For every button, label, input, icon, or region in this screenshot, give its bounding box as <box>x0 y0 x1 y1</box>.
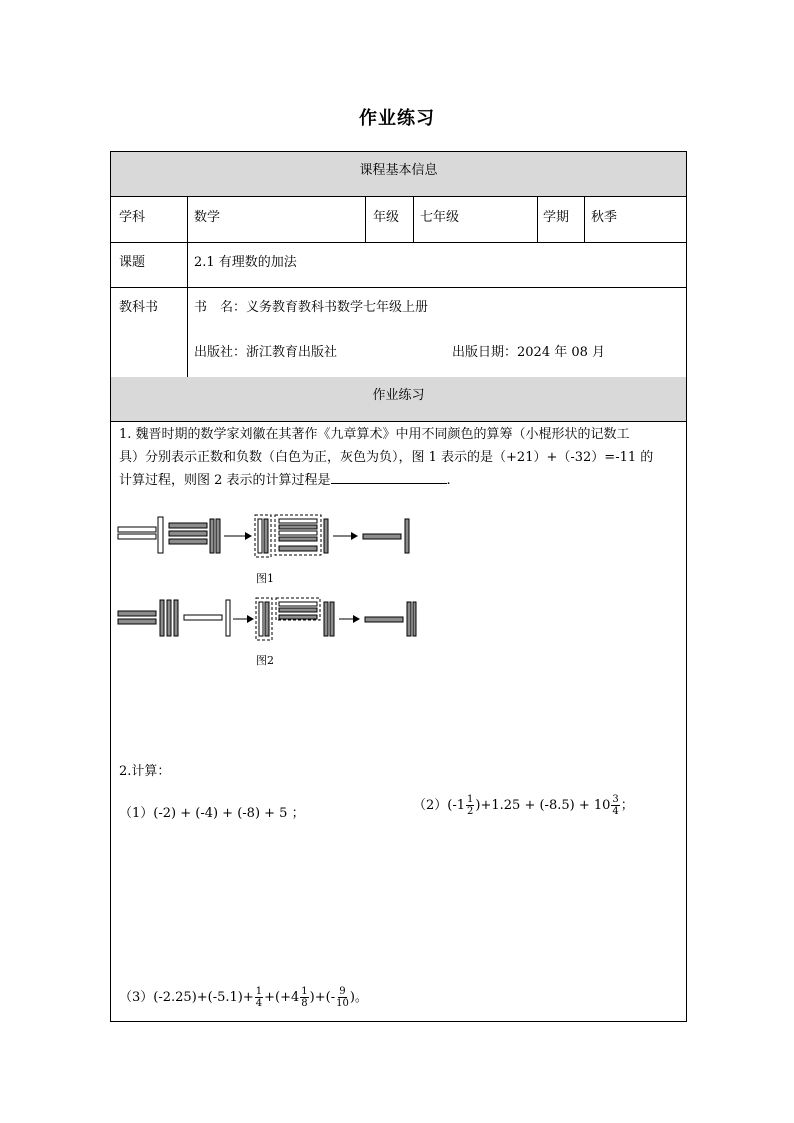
question-2: 2.计算： <box>119 764 171 779</box>
numerator: 3 <box>612 794 619 805</box>
exercise-header: 作业练习 <box>111 377 686 422</box>
row-divider <box>111 242 686 243</box>
book-name: 书 名：义务教育教科书数学七年级上册 <box>194 300 429 315</box>
gray-rod <box>169 531 207 536</box>
figure-2-caption: 图2 <box>256 654 274 667</box>
problem-3-label: （3） <box>119 990 154 1005</box>
row-divider <box>111 287 686 288</box>
problem-1-expression: (-2) + (-4) + (-8) + 5 ； <box>153 806 305 821</box>
subject-value: 数学 <box>194 210 221 225</box>
textbook-label: 教科书 <box>119 300 159 315</box>
q1-line-3-end: . <box>446 473 451 488</box>
term-value: 秋季 <box>591 210 618 225</box>
problem-3-part: (-2.25)+(-5.1)+ <box>153 990 254 1005</box>
term-label: 学期 <box>543 210 570 225</box>
white-rod <box>158 517 163 553</box>
q1-line-1: 1. 魏晋时期的数学家刘徽在其著作《九章算术》中用不同颜色的算筹（小棍形状的记数工 <box>119 427 630 442</box>
q1-line-2: 具）分别表示正数和负数（白色为正，灰色为负），图 1 表示的是（+21）+（-32）=-11 的 <box>119 450 654 465</box>
publisher: 出版社：浙江教育出版社 <box>194 345 338 360</box>
arrow-right-icon <box>224 532 252 540</box>
topic-value: 2.1 有理数的加法 <box>194 255 297 270</box>
denominator: 4 <box>612 806 619 817</box>
problem-3-part: )+(- <box>309 990 336 1005</box>
problem-2-part: )+1.25 + (-8.5) + 10 <box>475 798 611 813</box>
fraction <box>336 986 349 1009</box>
figure-2 <box>117 596 417 646</box>
answer-blank <box>331 469 447 484</box>
publish-date: 出版日期：2024 年 08 月 <box>452 345 606 360</box>
problem-2-part: ； <box>620 798 634 813</box>
problem-1-label: （1） <box>119 806 154 821</box>
white-rod <box>118 527 156 532</box>
denominator: 4 <box>255 998 263 1009</box>
denominator: 2 <box>467 806 474 817</box>
numerator: 1 <box>301 986 308 997</box>
column-divider <box>537 197 538 242</box>
problem-2 <box>413 794 634 817</box>
gray-rod <box>169 539 207 544</box>
course-info-header: 课程基本信息 <box>111 152 686 197</box>
q1-line-3-text: 计算过程，则图 2 表示的计算过程是 <box>119 473 331 488</box>
page-title: 作业练习 <box>359 108 435 129</box>
problem-2-part: (-1 <box>447 798 466 813</box>
numerator: 9 <box>339 986 346 997</box>
gray-rod <box>169 523 207 528</box>
gray-rod <box>216 519 220 553</box>
numerator: 1 <box>467 794 474 805</box>
fraction <box>255 986 263 1009</box>
grade-label: 年级 <box>373 210 400 225</box>
topic-label: 课题 <box>119 255 146 270</box>
denominator: 8 <box>301 998 308 1009</box>
column-divider <box>187 197 188 377</box>
problem-1 <box>119 802 305 821</box>
subject-label: 学科 <box>119 210 146 225</box>
grade-value: 七年级 <box>420 210 460 225</box>
problem-3-part: +(+4 <box>264 990 300 1005</box>
gray-rod <box>210 519 214 553</box>
figure-1-caption: 图1 <box>256 572 274 585</box>
question-1 <box>119 423 679 492</box>
denominator: 10 <box>336 998 349 1009</box>
column-divider <box>365 197 366 242</box>
homework-table <box>110 151 687 1022</box>
white-rod <box>118 534 156 539</box>
problem-2-label: （2） <box>413 798 448 813</box>
fraction <box>300 986 308 1009</box>
column-divider <box>584 197 585 242</box>
fraction <box>466 794 474 817</box>
numerator: 1 <box>255 986 263 997</box>
problem-3-part: )。 <box>349 990 368 1005</box>
q1-line-3 <box>119 469 679 492</box>
problem-3 <box>119 986 368 1009</box>
figure-1 <box>117 513 417 563</box>
fraction <box>611 794 619 817</box>
column-divider <box>413 197 414 242</box>
